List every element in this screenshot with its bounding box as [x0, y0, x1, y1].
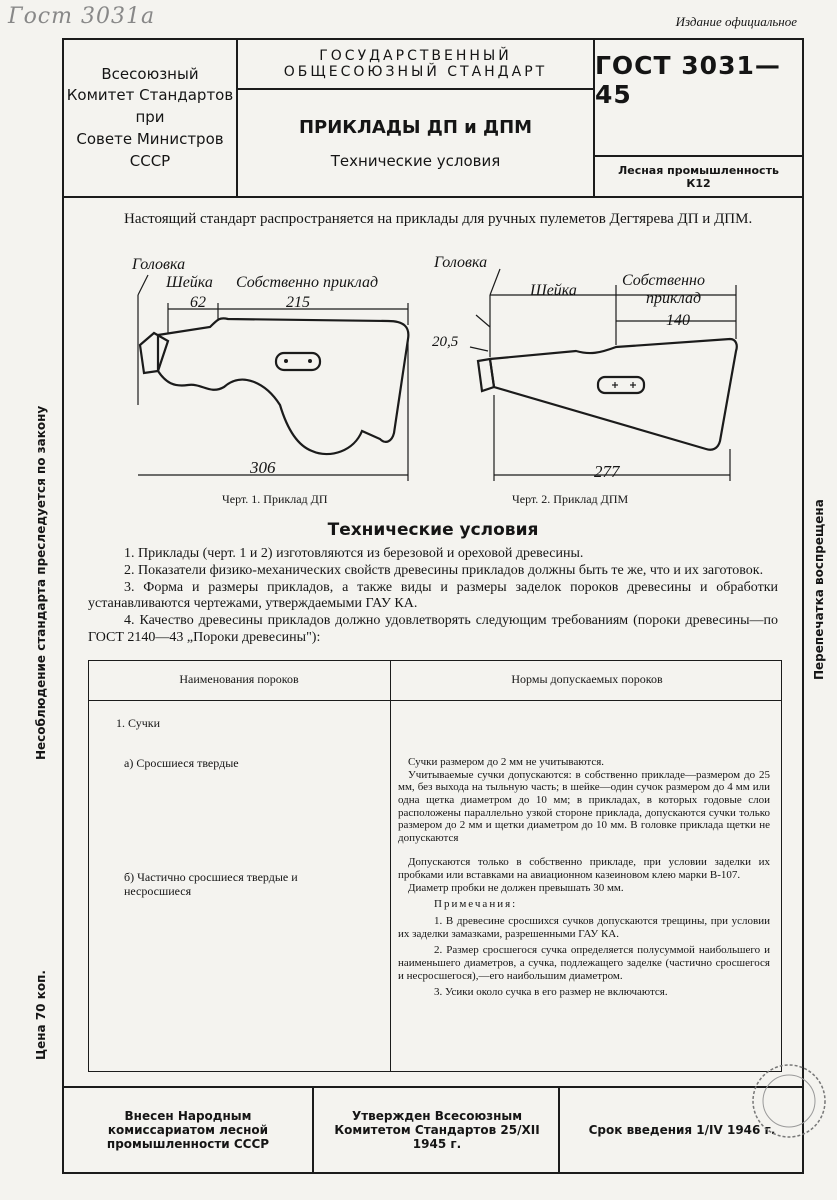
standard-type-line-1: ГОСУДАРСТВЕННЫЙ: [319, 47, 512, 64]
figure-2-label-body-1: Собственно: [622, 272, 705, 289]
paragraph-4: 4. Качество древесины прикладов должно удовлетворять следующим требованиям (пороки древесины—по ГОСТ 2140—43 „Пороки древесины"):: [88, 613, 778, 645]
figure-1-dim-body: 215: [286, 294, 310, 311]
figure-2-drawing: [430, 255, 750, 495]
figure-1-label-body: Собственно приклад: [236, 274, 379, 291]
defects-table-column-divider: [390, 660, 391, 1072]
figure-2-sling-slot: [598, 377, 644, 393]
figure-1-dim-total: 306: [250, 458, 276, 477]
table-note-3: 3. Усики около сучка в его размер не включаются.: [434, 986, 668, 999]
committee-line-2: Комитет Стандартов: [66, 86, 234, 105]
table-note-2: 2. Размер сросшегося сучка определяется полусуммой наибольшего и наименьшего диаметров, а сучка, подлежащего заделке (частично сросшегося и несросшегося),—его наибольшим диаметром.: [398, 944, 770, 982]
table-note-1: 1. В древесине сросшихся сучков допускаются трещины, при условии их заделки замазками, разрешенными ГАУ КА.: [398, 915, 770, 940]
side-left-warning: Несоблюдение стандарта преследуется по закону: [34, 405, 48, 760]
table-notes-title: Примечания:: [434, 898, 518, 911]
paragraph-1: 1. Приклады (черт. 1 и 2) изготовляются из березовой и ореховой древесины.: [124, 546, 584, 561]
table-row-b-norm-2: Диаметр пробки не должен превышать 30 мм.: [408, 881, 624, 894]
title-block: [238, 90, 595, 196]
section-title: Технические условия: [327, 520, 539, 540]
table-row-a-norm-2: Учитываемые сучки допускаются: в собственно прикладе—размером до 25 мм, без выхода на тыльную часть; в шейке—один сучок размером до 4 мм или одна щетка диаметром до 10 мм; в прикладах, в которых годовые слои расположены параллельно узкой стороне приклада, допускаются сучки только размером до 2 мм и щетки диаметром до 10 мм. В головке приклада щетки не допускаются: [398, 768, 770, 844]
gost-number: ГОСТ 3031—45: [595, 50, 781, 109]
standard-type-block: [238, 40, 595, 90]
figure-2-dim-head: 20,5: [432, 334, 459, 350]
figure-1-sling-slot: [276, 353, 320, 370]
footer-approved-cell: [316, 1088, 560, 1172]
defects-table-header-divider: [88, 700, 782, 701]
committee-line-1: Всесоюзный: [101, 64, 199, 83]
table-row-b-label: б) Частично сросшиеся твердые и несросшиеся: [124, 870, 298, 899]
side-left-price: Цена 70 коп.: [34, 970, 48, 1060]
committee-line-5: СССР: [129, 151, 171, 170]
handwritten-note: Гост 3031а: [8, 4, 156, 29]
figure-2-caption: Черт. 2. Приклад ДПМ: [512, 492, 629, 506]
header-divider: [64, 196, 802, 198]
table-header-defects: Наименования пороков: [179, 672, 299, 686]
side-right-margin: [808, 480, 832, 720]
intro-paragraph: Настоящий стандарт распространяется на приклады для ручных пулеметов Дегтярева ДП и ДПМ.: [124, 211, 753, 227]
footer-effective: Срок введения 1/IV 1946 г.: [588, 1123, 776, 1137]
figure-1-body-shape: [158, 318, 408, 454]
industry-block: [595, 158, 802, 196]
paragraph-3: 3. Форма и размеры прикладов, а также виды и размеры заделок пороков древесины и обработки устанавливаются чертежами, утверждаемыми ГАУ КА.: [88, 579, 778, 612]
document-subtitle: Технические условия: [330, 151, 501, 170]
footer-submitted: Внесен Народным комиссариатом лесной промышленности СССР: [106, 1109, 270, 1151]
table-row-b-norm-1: Допускаются только в собственно прикладе, при условии заделки их пробками или вставками на авиационном казеиновом клею марки В-107.: [398, 856, 770, 882]
edition-note: Издание официальное: [675, 14, 797, 29]
document-title: ПРИКЛАДЫ ДП и ДПМ: [298, 116, 533, 138]
paragraph-2: 2. Показатели физико-механических свойств древесины прикладов должны быть те же, что и их заготовок.: [124, 562, 764, 578]
industry-code: К12: [686, 177, 711, 190]
figure-2-label-head: Головка: [434, 254, 488, 271]
figure-1-caption: Черт. 1. Приклад ДП: [222, 492, 328, 506]
table-row-a-norm-1: Сучки размером до 2 мм не учитываются.: [408, 756, 605, 768]
paragraphs: [88, 546, 778, 647]
committee-line-3: при: [135, 108, 165, 127]
figure-2-dim-total: 277: [594, 462, 620, 481]
figure-1-dim-neck: 62: [190, 294, 206, 311]
industry-name: Лесная промышленность: [618, 163, 779, 177]
table-row-a-label: а) Сросшиеся твердые: [124, 756, 239, 770]
figure-1-label-head: Головка: [132, 256, 186, 273]
table-header-norms: Нормы допускаемых пороков: [511, 672, 663, 686]
library-stamp: [748, 1060, 830, 1142]
figure-2-dim-body: 140: [666, 312, 690, 329]
figure-2-label-neck: Шейка: [530, 282, 577, 299]
figure-2-body-shape: [490, 339, 737, 450]
footer-approved: Утвержден Всесоюзным Комитетом Стандартов 25/XII 1945 г.: [334, 1109, 540, 1151]
committee-line-4: Совете Министров: [76, 129, 224, 148]
figure-2-label-body-2: приклад: [646, 290, 702, 307]
table-norms-column: [398, 756, 770, 999]
figure-1-head-shape: [140, 333, 168, 373]
gost-number-block: [595, 40, 802, 157]
standard-type-line-2: ОБЩЕСОЮЗНЫЙ СТАНДАРТ: [283, 64, 548, 80]
table-row-knots: 1. Сучки: [116, 716, 160, 730]
side-left-margin: [34, 380, 58, 1080]
side-right-warning: Перепечатка воспрещена: [812, 499, 826, 680]
committee-block: [64, 40, 238, 196]
footer-submitted-cell: [64, 1088, 314, 1172]
figure-1-label-neck: Шейка: [166, 274, 213, 291]
